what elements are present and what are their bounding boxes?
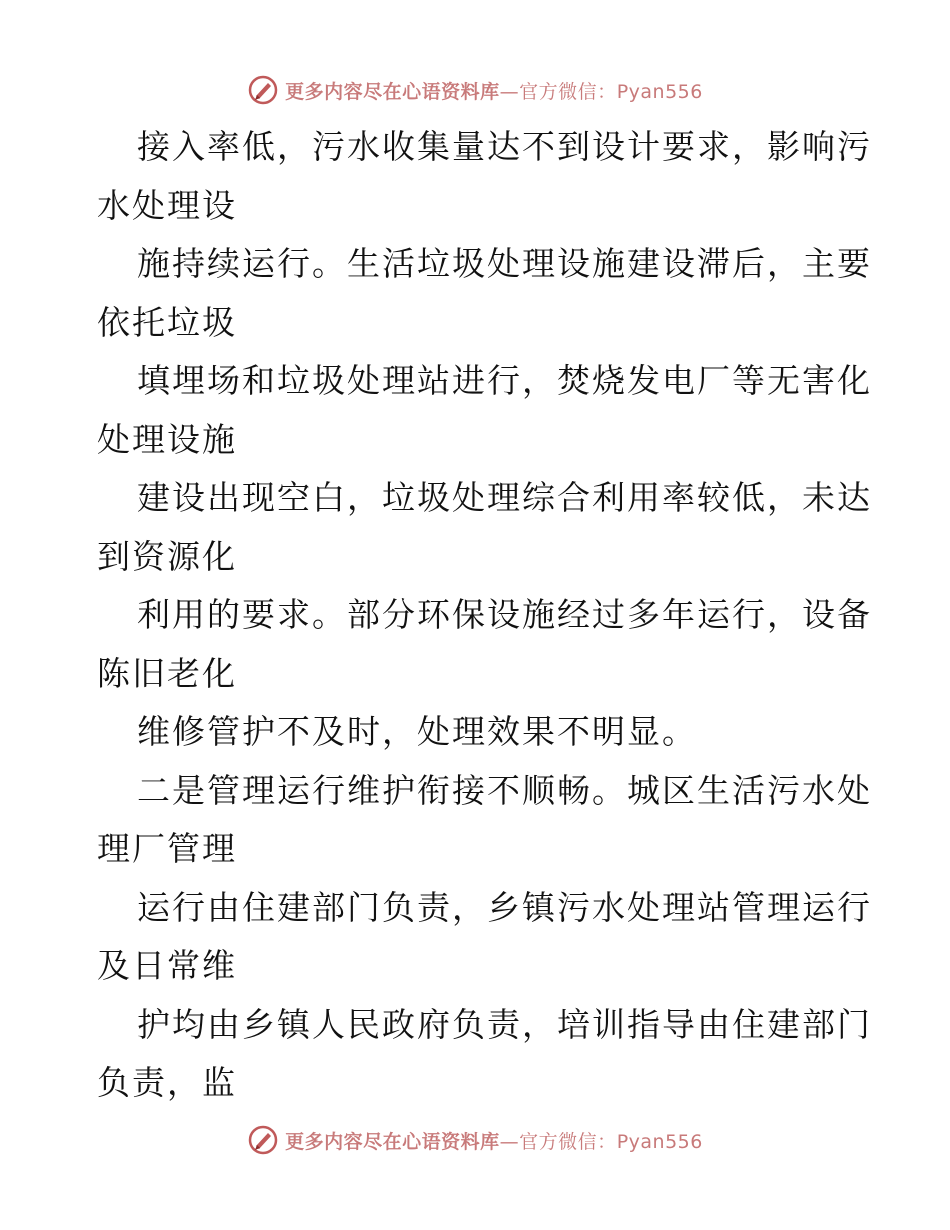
text-line: 到资源化: [97, 536, 237, 576]
pen-logo-icon: [247, 1124, 279, 1156]
text-line: 负责，监: [97, 1063, 237, 1102]
text-line: 二是管理运行维护衔接不顺畅。城区生活污水处: [137, 770, 872, 810]
text-line: 处理设施: [97, 419, 237, 459]
text-line: 依托垃圾: [97, 302, 237, 342]
text-line: 接入率低，污水收集量达不到设计要求，影响污: [137, 127, 872, 166]
text-line: 利用的要求。部分环保设施经过多年运行，设备: [137, 595, 872, 634]
text-line: 填埋场和垃圾处理站进行，焚烧发电厂等无害化: [137, 361, 872, 400]
watermark-separator: —: [499, 80, 520, 103]
text-line: 施持续运行。生活垃圾处理设施建设滞后，主要: [137, 244, 872, 283]
watermark-account-label: 官方微信：: [519, 80, 617, 103]
text-line: 及日常维: [97, 946, 237, 985]
text-line: 陈旧老化: [97, 653, 237, 693]
text-line: 理厂管理: [97, 829, 237, 868]
text-line: 运行由住建部门负责，乡镇污水处理站管理运行: [137, 887, 872, 927]
text-line: 护均由乡镇人民政府负责，培训指导由住建部门: [137, 1004, 872, 1044]
watermark-text: [285, 1127, 703, 1154]
pen-logo-icon: [247, 74, 279, 106]
watermark-site: 更多内容尽在心语资料库: [285, 80, 500, 103]
watermark-account-id: Pyan556: [616, 80, 703, 103]
watermark-account-label: 官方微信：: [519, 1130, 617, 1153]
watermark-site: 更多内容尽在心语资料库: [285, 1130, 500, 1153]
footer-watermark: [0, 1120, 950, 1160]
document-body: [97, 118, 872, 1113]
text-line: 建设出现空白，垃圾处理综合利用率较低，未达: [137, 478, 872, 517]
header-watermark: [0, 70, 950, 110]
text-line: 水处理设: [97, 185, 237, 225]
text-line: 维修管护不及时，处理效果不明显。: [137, 712, 697, 751]
watermark-text: [285, 77, 703, 104]
watermark-separator: —: [499, 1130, 520, 1153]
watermark-account-id: Pyan556: [616, 1130, 703, 1153]
